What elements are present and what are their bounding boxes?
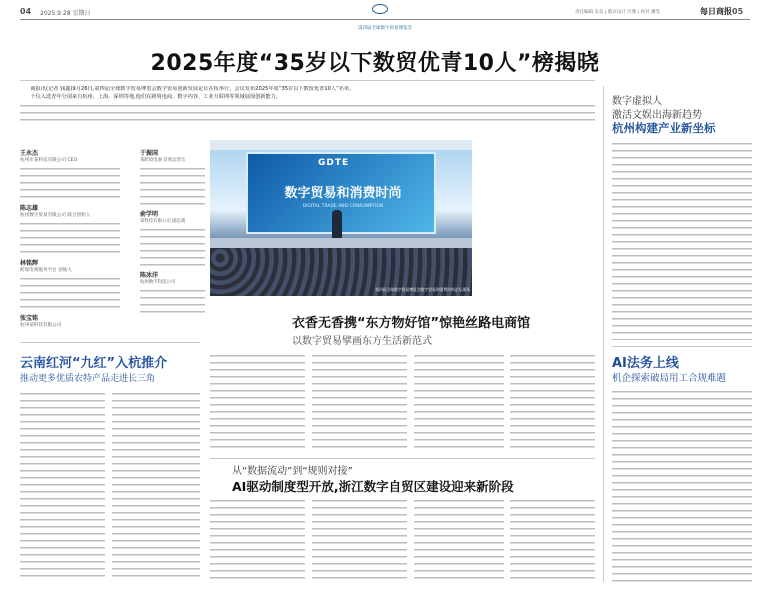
ai-body-3 xyxy=(414,497,504,582)
divider xyxy=(210,458,595,459)
profile-org: 杭州数字科技公司 xyxy=(140,280,176,285)
profile-text xyxy=(140,165,205,205)
profile-text xyxy=(140,287,205,317)
right-bottom-body xyxy=(612,388,752,582)
profile-text xyxy=(20,220,120,254)
profile-text xyxy=(140,226,205,266)
ai-body-4 xyxy=(510,497,595,582)
profile-name: 俞学明 xyxy=(140,211,159,218)
backdrop-subtitle: DIGITAL TRADE AND CONSUMPTION xyxy=(302,204,384,209)
right-bottom-subheadline: 机企探索破局用工合规难题 xyxy=(612,373,727,384)
lead-p2: 十位入选青年分别来自杭州、上海、深圳等地,他们在跨境电商、数字内容、工业互联网等领域展现创新能力。 xyxy=(30,94,282,101)
red-river-body-2 xyxy=(112,390,200,582)
profile-org: 某科技有限公司 副总裁 xyxy=(140,219,186,224)
column-divider xyxy=(603,86,604,582)
event-logo xyxy=(372,4,388,14)
ai-kicker: 从“数据流动”到“规则对接” xyxy=(232,466,353,477)
profile-name: 张宝铭 xyxy=(20,315,39,322)
lead-article xyxy=(20,86,595,136)
profile-org: 杭州某科技有限公司 xyxy=(20,323,62,328)
right-bottom-headline: AI法务上线 xyxy=(612,356,679,371)
stage-floor xyxy=(210,238,472,248)
right-top-body xyxy=(612,140,752,340)
red-river-headline: 云南红河“九红”入杭推介 xyxy=(20,356,168,371)
profile-text xyxy=(20,165,120,199)
divider xyxy=(20,342,200,343)
page-number-left: 04 xyxy=(20,7,32,16)
culture-subheadline: 以数字贸易擘画东方生活新范式 xyxy=(292,336,432,347)
culture-body-4 xyxy=(510,352,595,452)
culture-body-1 xyxy=(210,352,305,452)
profile-org: 杭州市某科技有限公司 CEO xyxy=(20,158,78,163)
red-river-body-1 xyxy=(20,390,105,582)
culture-body-3 xyxy=(414,352,504,452)
profile-name: 王永杰 xyxy=(20,150,39,157)
ai-headline: AI驱动制度型开放,浙江数字自贸区建设迎来新阶段 xyxy=(232,479,514,494)
profile-text xyxy=(20,275,120,309)
main-headline: 2025年度“35岁以下数贸优青10人”榜揭晓 xyxy=(150,51,600,76)
page-number-right: 05 xyxy=(732,7,744,16)
profile-name: 于振国 xyxy=(140,150,159,157)
profile-name: 林铭辉 xyxy=(20,260,39,267)
profile-org: 杭州数字贸易有限公司 联合创始人 xyxy=(20,213,91,218)
divider xyxy=(612,346,752,347)
newspaper-name: 每日商报 xyxy=(700,7,732,16)
profile-column-mid xyxy=(140,148,205,338)
right-kicker-2: 激活文娱出海新趋势 xyxy=(612,110,702,121)
right-top-headline: 杭州构建产业新坐标 xyxy=(612,121,716,135)
profile-org: 跨境电商服务平台 创始人 xyxy=(20,268,72,273)
event-name: 第四届全球数字贸易博览会 xyxy=(358,26,412,31)
photo-caption: 第四届全球数字贸易博览会数字贸易和消费时尚论坛现场 xyxy=(375,287,470,292)
ai-body-2 xyxy=(312,497,407,582)
lead-intro: 商报讯(记者 钱鑫)9月26日,第四届全球数字贸易博览会数字贸易创新发展论坛在杭举行。会议发布2025年度“35岁以下数贸优青10人”名单。 xyxy=(30,86,355,92)
profile-name: 陈冰洋 xyxy=(140,272,159,279)
speaker-figure xyxy=(332,210,342,238)
stage-light xyxy=(210,140,472,150)
profile-column-left xyxy=(20,148,120,338)
ai-body-1 xyxy=(210,497,305,582)
gdte-logo: GDTE xyxy=(318,158,350,168)
issue-date: 2025.9.28 星期日 xyxy=(40,10,91,17)
right-kicker-1: 数字虚拟人 xyxy=(612,96,662,107)
header-editors: 责任编辑 吴美 | 版式设计 汪雅 | 校对 潘雯 xyxy=(575,10,661,15)
backdrop-title: 数字贸易和消费时尚 xyxy=(284,186,402,201)
lead-body-text xyxy=(20,102,595,126)
culture-body-2 xyxy=(312,352,407,452)
event-photo xyxy=(210,140,472,296)
page-header xyxy=(20,6,750,20)
culture-headline: 衣香无香携“东方物好馆”惊艳丝路电商馆 xyxy=(292,316,531,331)
profile-name: 陈志雄 xyxy=(20,205,39,212)
divider xyxy=(20,80,595,81)
profile-org: 某跨境电商 首席运营官 xyxy=(140,158,186,163)
red-river-subheadline: 推动更多优质农特产品走进长三角 xyxy=(20,374,156,384)
